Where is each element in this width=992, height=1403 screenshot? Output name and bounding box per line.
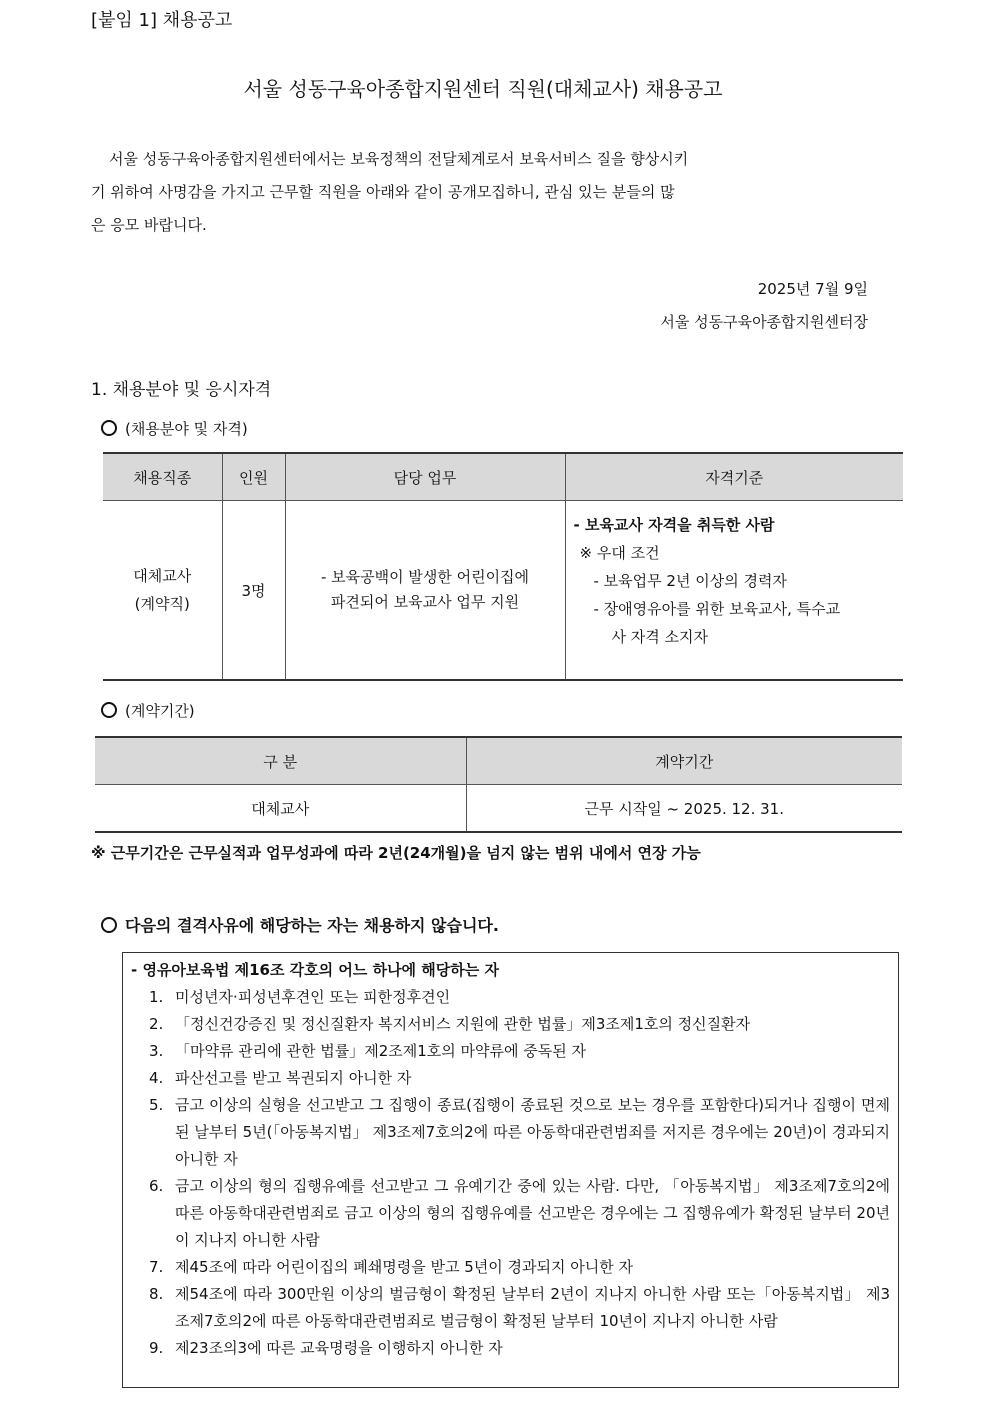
list-item: [131, 1038, 890, 1065]
item-number: 8.: [149, 1285, 164, 1303]
job-type: (계약직): [134, 595, 190, 613]
subsection-qualification: [101, 418, 248, 439]
item-number: 4.: [149, 1069, 164, 1087]
disqualification-heading: - 영유아보육법 제16조 각호의 어느 하나에 해당하는 자: [131, 961, 499, 979]
item-number: 2.: [149, 1015, 164, 1033]
job-cell: [103, 501, 222, 681]
header-cell: 담당 업무: [285, 453, 565, 501]
list-item: [131, 1281, 890, 1335]
header-cell: 자격기준: [565, 453, 903, 501]
subsection-title: (채용분야 및 자격): [125, 420, 248, 438]
page-title: 서울 성동구육아종합지원센터 직원(대체교사) 채용공고: [243, 77, 723, 101]
header-cell: 구 분: [95, 737, 466, 785]
qualification-line: ※ 우대 조건: [579, 544, 660, 562]
item-number: 1.: [149, 988, 164, 1006]
item-text: 금고 이상의 형의 집행유예를 선고받고 그 유예기간 중에 있는 사람. 다만, 「아동복지법」 제3조제7호의2에 따른 아동학대관련범죄로 금고 이상의 형의 집행유예를 선고받은 경우에는 그 집행유예가 확정된 날부터 20년이 지나지 아니한 사람: [175, 1177, 890, 1249]
header-cell: 인원: [222, 453, 285, 501]
subsection-contract: [101, 700, 195, 721]
item-text: 「정신건강증진 및 정신질환자 복지서비스 지원에 관한 법률」제3조제1호의 정신질환자: [175, 1015, 751, 1033]
item-text: 금고 이상의 실형을 선고받고 그 집행이 종료(집행이 종료된 것으로 보는 경우를 포함한다)되거나 집행이 면제된 날부터 5년(「아동복지법」 제3조제7호의2에 따른 아동학대관련범죄를 저지른 경우에는 20년)이 경과되지 아니한 자: [175, 1096, 890, 1168]
duty-line: 파견되어 보육교사 업무 지원: [330, 593, 520, 611]
extension-note: ※ 근무기간은 근무실적과 업무성과에 따라 2년(24개월)을 넘지 않는 범위 내에서 연장 가능: [91, 844, 701, 862]
item-number: 5.: [149, 1096, 164, 1114]
signer: 서울 성동구육아종합지원센터장: [660, 313, 868, 331]
header-cell: 채용직종: [103, 453, 222, 501]
table-row: [95, 785, 902, 833]
table-header-row: [103, 453, 903, 501]
list-item: [131, 984, 890, 1011]
section-1-title: 1. 채용분야 및 응시자격: [91, 380, 272, 400]
table-cell: 대체교사: [95, 785, 466, 833]
contract-table: [95, 736, 902, 833]
subsection-title: (계약기간): [125, 702, 195, 720]
list-item: [131, 1011, 890, 1038]
table-cell: 근무 시작일 ~ 2025. 12. 31.: [466, 785, 902, 833]
circle-bullet-icon: [101, 702, 117, 718]
table-header-row: [95, 737, 902, 785]
disqualification-box: [122, 952, 899, 1388]
count-cell: 3명: [222, 501, 285, 681]
list-item: [131, 1092, 890, 1173]
subsection-disqualification: [101, 913, 499, 936]
qualification-line: 사 자격 소지자: [611, 628, 708, 646]
circle-bullet-icon: [101, 917, 117, 933]
subsection-title: 다음의 결격사유에 해당하는 자는 채용하지 않습니다.: [125, 916, 499, 935]
item-number: 3.: [149, 1042, 164, 1060]
item-number: 6.: [149, 1177, 164, 1195]
item-text: 파산선고를 받고 복권되지 아니한 자: [175, 1069, 412, 1087]
qualification-line: - 보육교사 자격을 취득한 사람: [573, 516, 775, 534]
circle-bullet-icon: [101, 420, 117, 436]
job-title: 대체교사: [133, 567, 192, 585]
notice-date: 2025년 7월 9일: [757, 280, 868, 298]
item-number: 7.: [149, 1258, 164, 1276]
duty-line: - 보육공백이 발생한 어린이집에: [320, 568, 530, 586]
list-item: [131, 1335, 890, 1362]
intro-paragraph: [91, 143, 881, 242]
intro-line: 기 위하여 사명감을 가지고 근무할 직원을 아래와 같이 공개모집하니, 관심 있는 분들의 많: [91, 183, 675, 201]
intro-line: 은 응모 바랍니다.: [91, 216, 207, 234]
list-item: [131, 1254, 890, 1281]
table-row: [103, 501, 903, 681]
item-text: 제45조에 따라 어린이집의 폐쇄명령을 받고 5년이 경과되지 아니한 자: [175, 1258, 634, 1276]
qualification-line: - 보육업무 2년 이상의 경력자: [593, 572, 787, 590]
qualification-line: - 장애영유아를 위한 보육교사, 특수교: [593, 600, 841, 618]
recruitment-table: [103, 452, 903, 681]
attachment-label: [붙임 1] 채용공고: [91, 10, 233, 31]
header-cell: 계약기간: [466, 737, 902, 785]
item-number: 9.: [149, 1339, 164, 1357]
item-text: 제54조에 따라 300만원 이상의 벌금형이 확정된 날부터 2년이 지나지 아니한 사람 또는「아동복지법」 제3조제7호의2에 따른 아동학대관련범죄로 벌금형이 확정된 날부터 10년이 지나지 아니한 사람: [175, 1285, 890, 1330]
item-text: 「마약류 관리에 관한 법률」제2조제1호의 마약류에 중독된 자: [175, 1042, 586, 1060]
list-item: [131, 1173, 890, 1254]
item-text: 제23조의3에 따른 교육명령을 이행하지 아니한 자: [175, 1339, 503, 1357]
list-item: [131, 1065, 890, 1092]
intro-line: 서울 성동구육아종합지원센터에서는 보육정책의 전달체계로서 보육서비스 질을 향상시키: [109, 150, 689, 168]
item-text: 미성년자·피성년후견인 또는 피한정후견인: [175, 988, 451, 1006]
duty-cell: [285, 501, 565, 681]
qualification-cell: [565, 501, 903, 681]
